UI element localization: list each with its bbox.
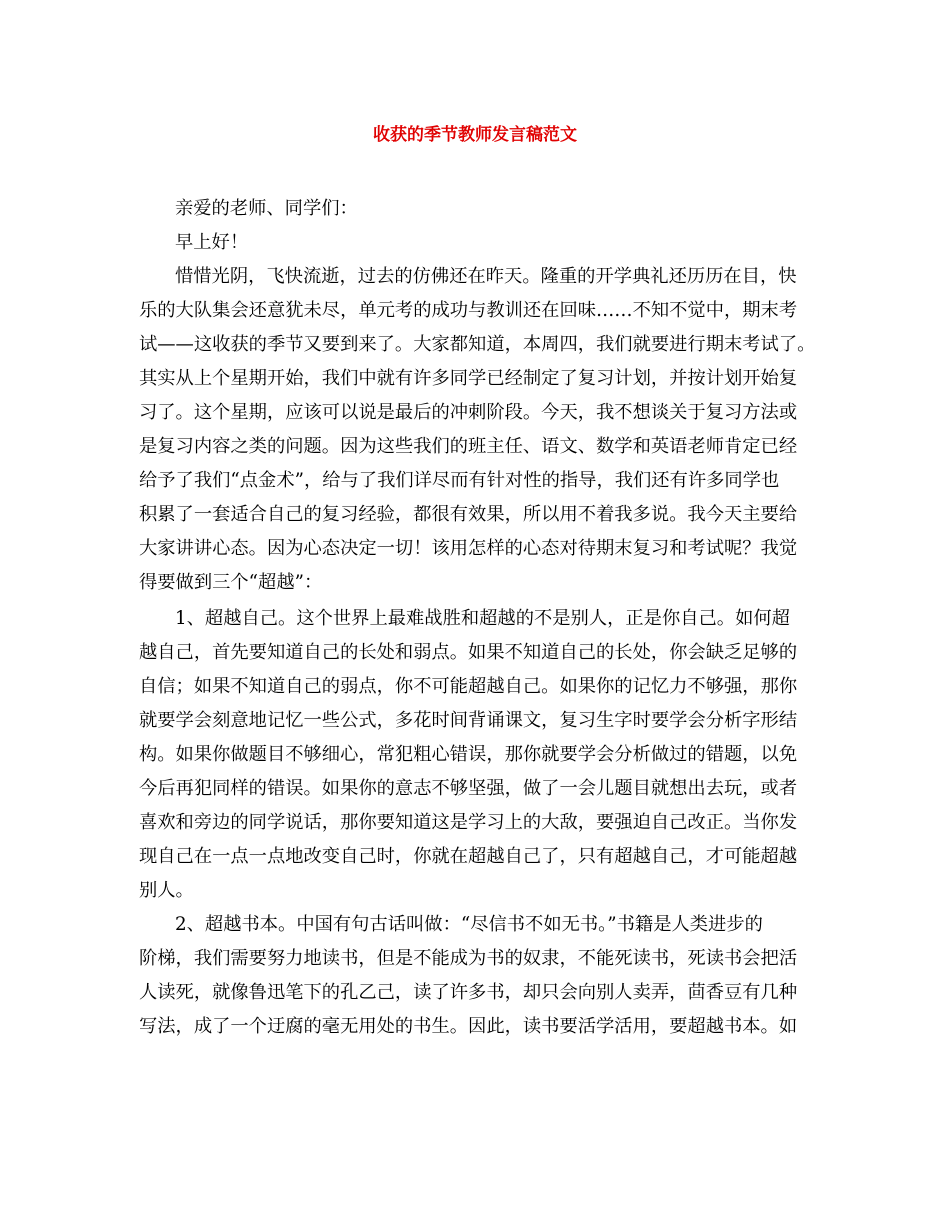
text-line: 阶梯，我们需要努力地读书，但是不能成为书的奴隶，不能死读书，死读书会把活 (139, 948, 798, 969)
text-line: 自信；如果不知道自己的弱点，你不可能超越自己。如果你的记忆力不够强，那你 (139, 676, 798, 697)
text-line: 构。如果你做题目不够细心，常犯粗心错误，那你就要学会分析做过的错题，以免 (139, 744, 798, 765)
text-line: 大家讲讲心态。因为心态决定一切！该用怎样的心态对待期末复习和考试呢？我觉 (139, 538, 798, 559)
text-line: 乐的大队集会还意犹未尽，单元考的成功与教训还在回味……不知不觉中，期末考 (139, 300, 798, 321)
text-line: 1、超越自己。这个世界上最难战胜和超越的不是别人，正是你自己。如何超 (175, 608, 790, 629)
text-line: 写法，成了一个迂腐的毫无用处的书生。因此，读书要活学活用，要超越书本。如 (139, 1016, 798, 1037)
text-line: 试——这收获的季节又要到来了。大家都知道，本周四，我们就要进行期末考试了。 (139, 334, 816, 355)
text-line: 别人。 (139, 880, 194, 901)
text-line: 早上好！ (175, 232, 249, 253)
text-line: 亲爱的老师、同学们： (175, 198, 358, 219)
text-line: 今后再犯同样的错误。如果你的意志不够坚强，做了一会儿题目就想出去玩，或者 (139, 778, 798, 799)
text-line: 2、超越书本。中国有句古话叫做：“尽信书不如无书。”书籍是人类进步的 (175, 914, 763, 935)
text-line: 积累了一套适合自己的复习经验，都很有效果，所以用不着我多说。我今天主要给 (139, 504, 798, 525)
text-line: 惜惜光阴，飞快流逝，过去的仿佛还在昨天。隆重的开学典礼还历历在目，快 (175, 266, 797, 287)
text-line: 其实从上个星期开始，我们中就有许多同学已经制定了复习计划，并按计划开始复 (139, 368, 798, 389)
text-line: 喜欢和旁边的同学说话，那你要知道这是学习上的大敌，要强迫自己改正。当你发 (139, 812, 798, 833)
text-line: 得要做到三个“超越”： (139, 572, 323, 593)
text-line: 给予了我们“点金术”，给与了我们详尽而有针对性的指导，我们还有许多同学也 (139, 470, 780, 491)
text-line: 越自己，首先要知道自己的长处和弱点。如果不知道自己的长处，你会缺乏足够的 (139, 642, 798, 663)
text-line: 就要学会刻意地记忆一些公式，多花时间背诵课文，复习生字时要学会分析字形结 (139, 710, 798, 731)
document-title: 收获的季节教师发言稿范文 (373, 125, 577, 145)
text-line: 习了。这个星期，应该可以说是最后的冲刺阶段。今天，我不想谈关于复习方法或 (139, 402, 798, 423)
text-line: 人读死，就像鲁迅笔下的孔乙己，读了许多书，却只会向别人卖弄，茴香豆有几种 (139, 982, 798, 1003)
text-line: 现自己在一点一点地改变自己时，你就在超越自己了，只有超越自己，才可能超越 (139, 846, 798, 867)
text-line: 是复习内容之类的问题。因为这些我们的班主任、语文、数学和英语老师肯定已经 (139, 436, 798, 457)
